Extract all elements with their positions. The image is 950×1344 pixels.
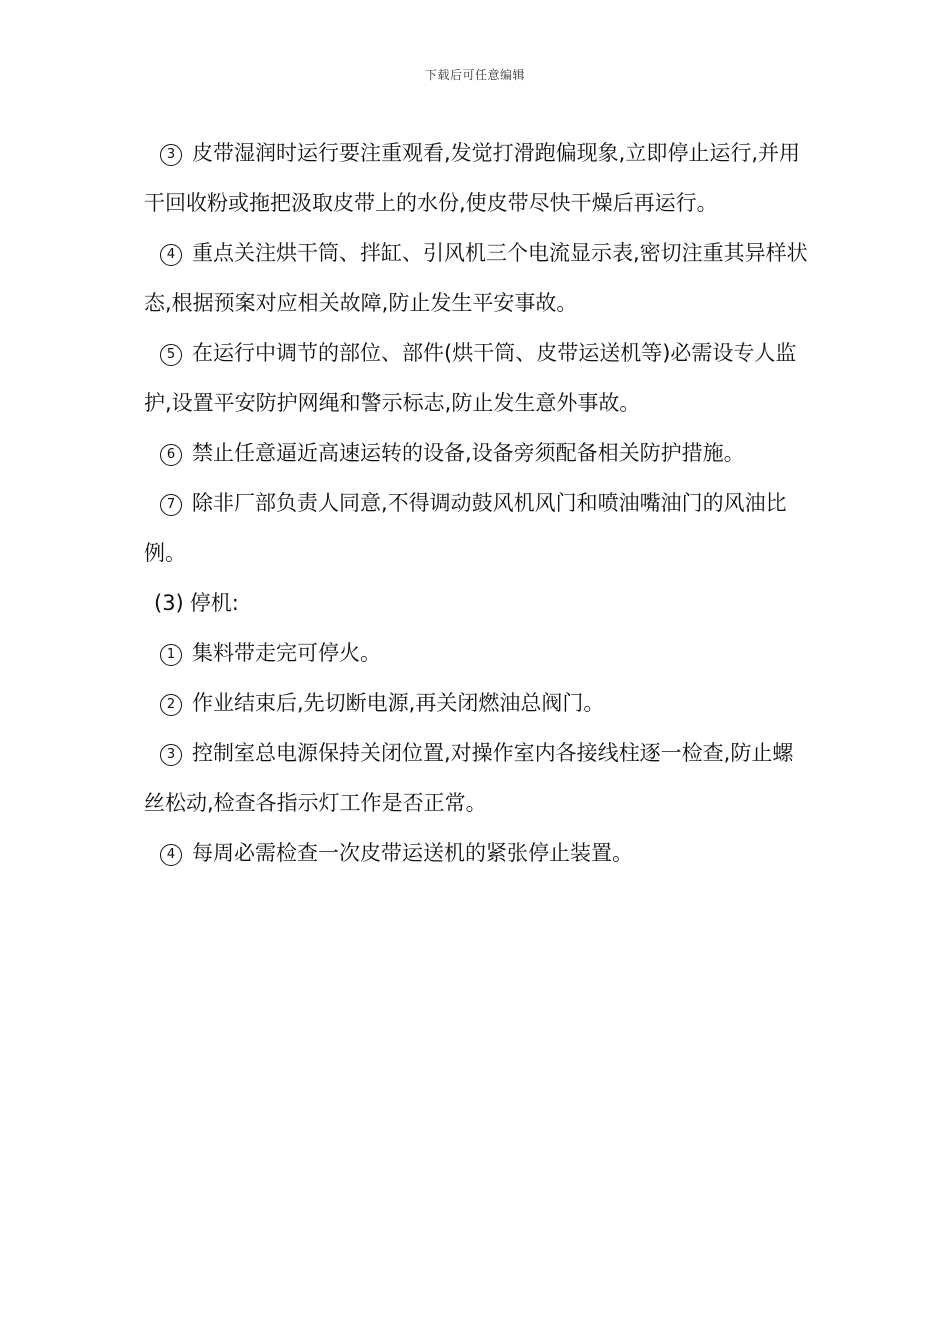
list-item-text: 禁止任意逼近高速运转的设备,设备旁须配备相关防护措施。 [192,441,745,465]
list-item [144,428,810,478]
document-body [144,128,810,878]
list-item [144,728,810,828]
list-item-text: 每周必需检查一次皮带运送机的紧张停止装置。 [192,841,633,865]
list-item [144,228,810,328]
list-item-text: 皮带湿润时运行要注重观看,发觉打滑跑偏现象,立即停止运行,并用干回收粉或拖把汲取皮带上的水份,使皮带尽快干燥后再运行。 [144,141,801,215]
circled-number-marker: 6 [160,444,182,466]
list-item [144,678,810,728]
circled-number-marker: 1 [160,644,182,666]
list-item-text: 除非厂部负责人同意,不得调动鼓风机风门和喷油嘴油门的风油比例。 [144,491,787,565]
section-title: 停机: [189,591,239,615]
list-item-text: 在运行中调节的部位、部件(烘干筒、皮带运送机等)必需设专人监护,设置平安防护网绳和警示标志,防止发生意外事故。 [144,341,797,415]
circled-number-marker: 7 [160,494,182,516]
list-item-text: 重点关注烘干筒、拌缸、引风机三个电流显示表,密切注重其异样状态,根据预案对应相关故障,防止发生平安事故。 [144,241,808,315]
list-item-text: 作业结束后,先切断电源,再关闭燃油总阀门。 [192,691,605,715]
circled-number-marker: 5 [160,344,182,366]
circled-number-marker: 4 [160,844,182,866]
circled-number-marker: 3 [160,144,182,166]
circled-number-marker: 2 [160,694,182,716]
list-item-text: 控制室总电源保持关闭位置,对操作室内各接线柱逐一检查,防止螺丝松动,检查各指示灯工作是否正常。 [144,741,794,815]
section-number: (3) [154,591,184,615]
list-item [144,628,810,678]
list-item [144,328,810,428]
circled-number-marker: 3 [160,744,182,766]
list-item [144,478,810,578]
list-item-text: 集料带走完可停火。 [192,641,381,665]
section-heading [144,578,810,628]
list-item [144,128,810,228]
list-item [144,828,810,878]
page-header-note: 下载后可任意编辑 [424,68,525,82]
circled-number-marker: 4 [160,244,182,266]
